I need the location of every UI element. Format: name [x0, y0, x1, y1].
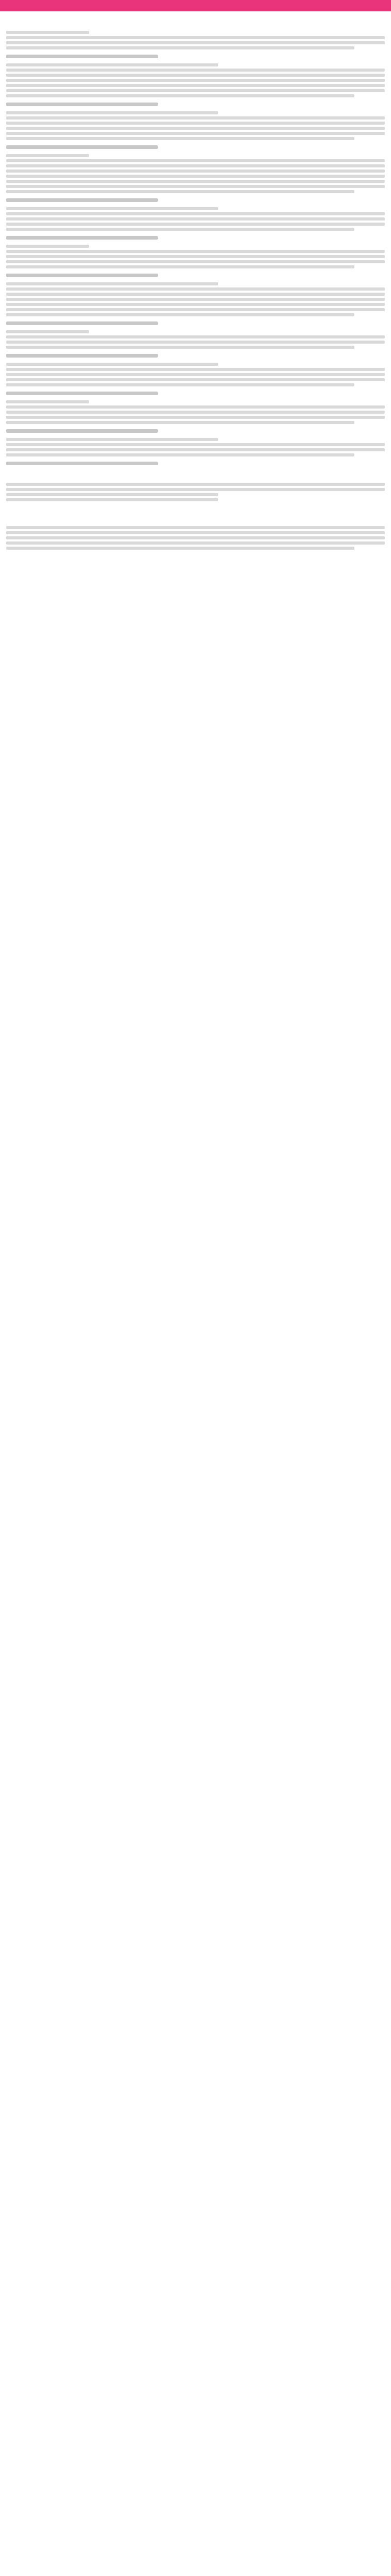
text-line: [6, 282, 218, 285]
hotel-line: [6, 198, 158, 202]
text-line: [6, 488, 385, 491]
text-line: [6, 547, 354, 550]
text-line: [6, 373, 385, 376]
text-line: [6, 137, 354, 140]
text-line: [6, 36, 385, 39]
text-line: [6, 74, 385, 77]
text-line: [6, 313, 354, 316]
text-line: [6, 94, 354, 97]
text-line: [6, 341, 385, 344]
text-line: [6, 308, 385, 311]
text-line: [6, 180, 385, 183]
day-section-5: [0, 207, 391, 240]
text-line: [6, 368, 385, 371]
day-section-4: [0, 154, 391, 202]
hotel-line: [6, 274, 158, 277]
hotel-line: [6, 354, 158, 358]
text-line: [6, 159, 385, 162]
text-line: [6, 190, 354, 193]
text-line: [6, 383, 354, 386]
text-line: [6, 265, 354, 268]
text-line: [6, 531, 385, 534]
text-line: [6, 335, 385, 338]
trip-notes-heading: [0, 465, 391, 476]
text-line: [6, 185, 385, 188]
trip-notes-block: [0, 476, 391, 509]
day-section-1: [0, 31, 391, 58]
text-line: [6, 154, 89, 157]
text-line: [6, 498, 218, 501]
text-line: [6, 245, 89, 248]
text-line: [6, 175, 385, 178]
text-line: [6, 438, 218, 441]
text-line: [6, 443, 385, 446]
hotel-line: [6, 321, 158, 325]
page-title: [0, 0, 391, 11]
text-line: [6, 493, 218, 496]
info-block: [0, 519, 391, 557]
day-section-7: [0, 282, 391, 325]
text-line: [6, 63, 218, 66]
text-line: [6, 287, 385, 291]
text-line: [6, 378, 385, 381]
day-section-2: [0, 63, 391, 106]
text-line: [6, 293, 385, 296]
text-line: [6, 526, 385, 529]
day-section-6: [0, 245, 391, 277]
text-line: [6, 116, 385, 120]
hotel-line: [6, 145, 158, 149]
intro-text: [0, 11, 391, 15]
text-line: [6, 46, 354, 49]
day-section-3: [0, 111, 391, 149]
day-section-8: [0, 330, 391, 358]
text-line: [6, 541, 385, 545]
hotel-line: [6, 103, 158, 106]
text-line: [6, 41, 385, 44]
spacer: [0, 557, 391, 573]
info-heading: [0, 509, 391, 519]
text-line: [6, 132, 385, 135]
text-line: [6, 448, 385, 451]
text-line: [6, 405, 385, 409]
programme-heading: [0, 15, 391, 26]
text-line: [6, 228, 354, 231]
text-line: [6, 170, 385, 173]
text-line: [6, 127, 385, 130]
text-line: [6, 89, 385, 92]
text-line: [6, 330, 89, 333]
text-line: [6, 31, 89, 34]
day-section-10: [0, 400, 391, 433]
text-line: [6, 303, 385, 306]
hotel-line: [6, 236, 158, 240]
day-section-11: [0, 438, 391, 465]
text-line: [6, 411, 385, 414]
hotel-line: [6, 392, 158, 395]
text-line: [6, 363, 218, 366]
text-line: [6, 346, 354, 349]
text-line: [6, 298, 385, 301]
text-line: [6, 164, 385, 167]
hotel-line: [6, 462, 158, 465]
text-line: [6, 217, 385, 221]
text-line: [6, 453, 354, 456]
hotel-line: [6, 429, 158, 433]
text-line: [6, 84, 385, 87]
text-line: [6, 79, 385, 82]
text-line: [6, 69, 385, 72]
text-line: [6, 421, 354, 424]
text-line: [6, 255, 385, 258]
hotel-line: [6, 55, 158, 58]
text-line: [6, 536, 385, 539]
text-line: [6, 416, 385, 419]
text-line: [6, 260, 385, 263]
text-line: [6, 223, 385, 226]
text-line: [6, 212, 385, 215]
text-line: [6, 400, 89, 403]
text-line: [6, 111, 218, 114]
text-line: [6, 122, 385, 125]
text-line: [6, 207, 218, 210]
day-section-9: [0, 363, 391, 395]
text-line: [6, 250, 385, 253]
text-line: [6, 483, 385, 486]
